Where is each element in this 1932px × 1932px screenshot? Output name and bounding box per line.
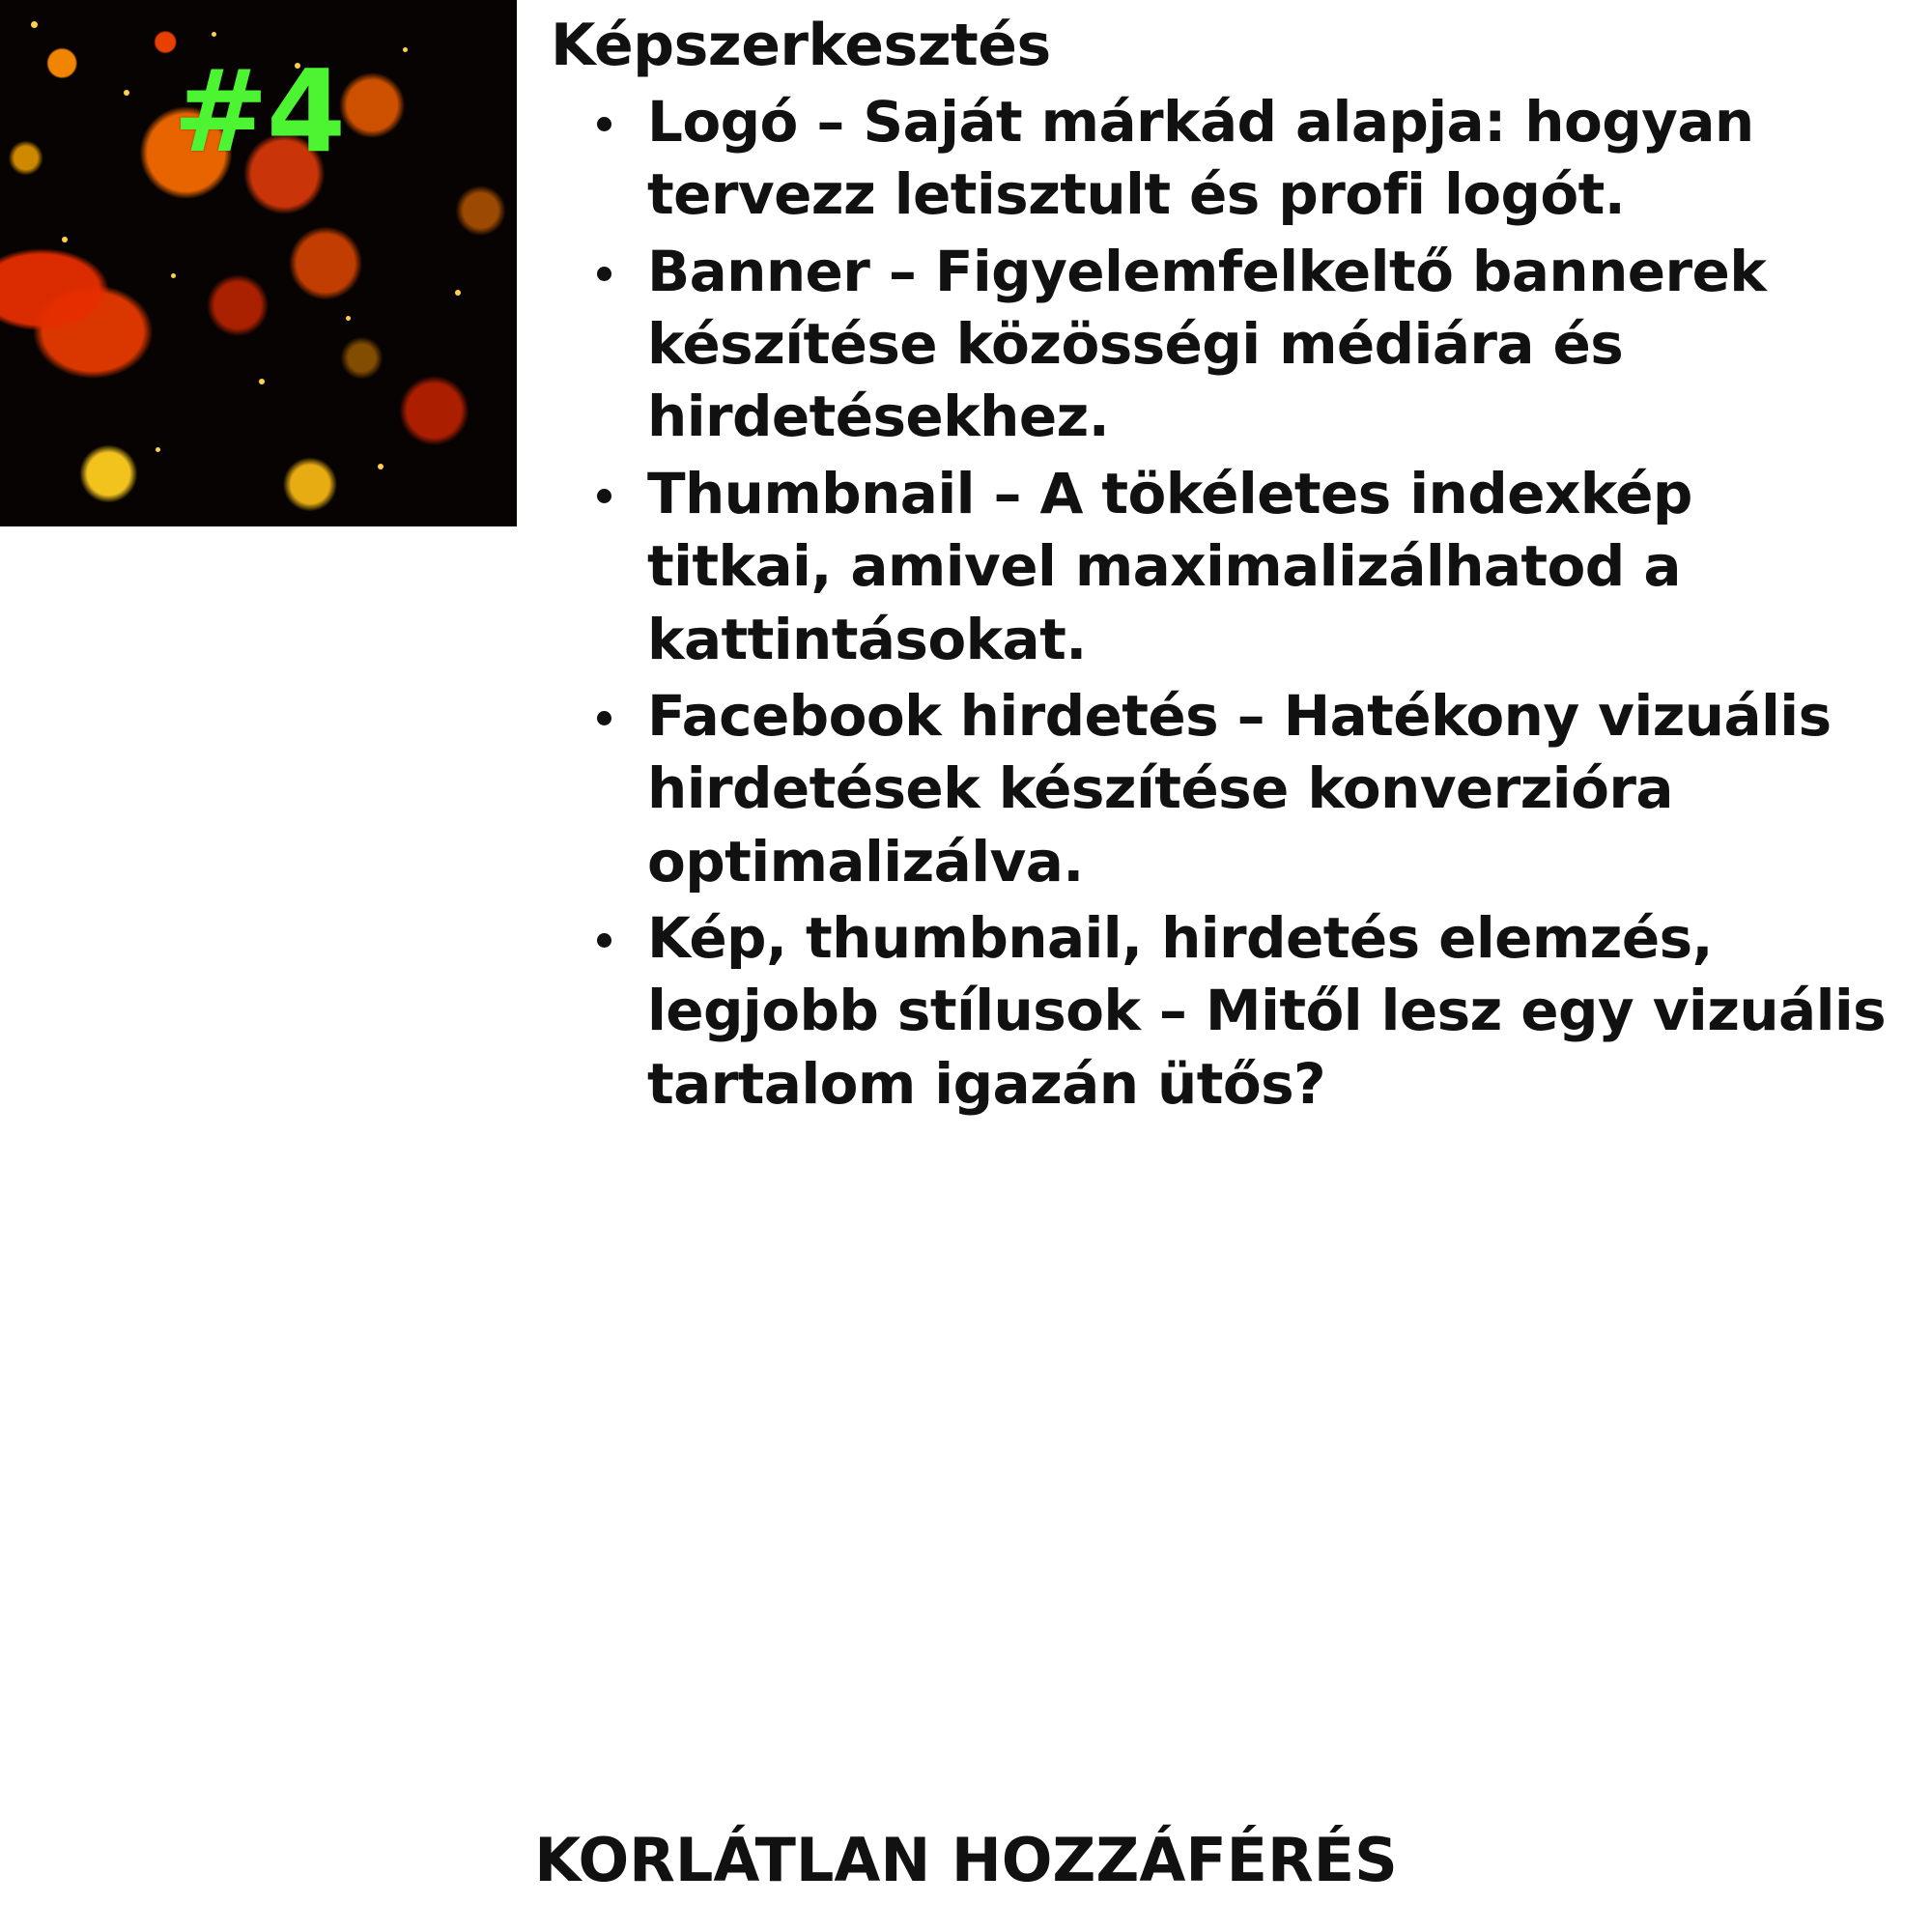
content-column — [551, 12, 1893, 1124]
page-title: Képszerkesztés — [551, 12, 1051, 79]
thumbnail-image — [0, 0, 517, 526]
feature-list — [551, 86, 1893, 1121]
footer-text: KORLÁTLAN HOZZÁFÉRÉS — [534, 1825, 1398, 1895]
list-item: Logó – Saját márkád alapja: hogyan tervezz letisztult és profi logót. — [551, 86, 1893, 232]
list-item: Thumbnail – A tökéletes indexkép titkai, amivel maximalizálhatod a kattintásokat. — [551, 458, 1893, 676]
list-item: Kép, thumbnail, hirdetés elemzés, legjobb stílusok – Mitől lesz egy vizuális tartalom igazán ütős? — [551, 902, 1893, 1121]
list-item: Banner – Figyelemfelkeltő bannerek készítése közösségi médiára és hirdetésekhez. — [551, 236, 1893, 454]
badge-number-label: #4 — [173, 44, 344, 178]
list-item: Facebook hirdetés – Hatékony vizuális hirdetések készítése konverzióra optimalizálva. — [551, 680, 1893, 898]
badge-number-overlay — [0, 0, 517, 526]
